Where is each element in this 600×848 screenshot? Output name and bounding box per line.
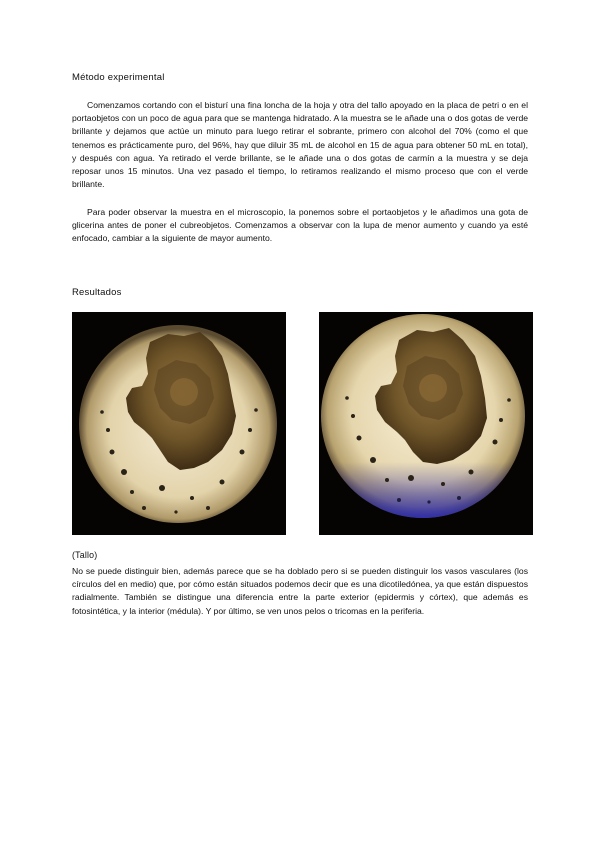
- method-heading: Método experimental: [72, 72, 165, 83]
- caption-label: (Tallo): [72, 550, 98, 560]
- microscope-photo-right: [319, 312, 533, 535]
- results-heading: Resultados: [72, 287, 122, 298]
- microscope-photo-left: [72, 312, 286, 535]
- caption-text: No se puede distinguir bien, además parece que se ha doblado pero si se pueden distinguir los vasos vasculares (los círculos del en medio) que, por cómo están situados podemos decir que es una dicotiledónea, ya que están dispuestos radialmente. También se distingue una diferencia entre la parte exterior (epidermis y córtex), que además es fotosintética, y la interior (médula). Y por último, se ven unos pelos o tricomas en la periferia.: [72, 566, 528, 616]
- method-paragraph-1: Comenzamos cortando con el bisturí una fina loncha de la hoja y otra del tallo apoyado en la placa de petri o en el portaobjetos con un poco de agua para que se mantenga hidratado. A la muestra se le añade una o dos gotas de verde brillante y dejamos que actúe un minuto para luego retirar el sobrante, primero con alcohol del 70% (como el que tenemos es prácticamente puro, del 96%, hay que diluir 35 mL de alcohol en 15 de agua para obtener 50 mL en total), y después con agua. Ya retirado el verde brillante, se le añade una o dos gotas de carmín a la muestra y se deja reposar unos 15 minutos. Una vez pasado el tiempo, lo retiramos realizando el mismo proceso que con el verde brillante.: [72, 100, 528, 190]
- method-paragraph-2: Para poder observar la muestra en el microscopio, la ponemos sobre el portaobjetos y le añadimos una gota de glicerina antes de poner el cubreobjetos. Comenzamos a observar con la lupa de menor aumento y cuando ya esté enfocado, cambiar a la siguiente de mayor aumento.: [72, 207, 528, 244]
